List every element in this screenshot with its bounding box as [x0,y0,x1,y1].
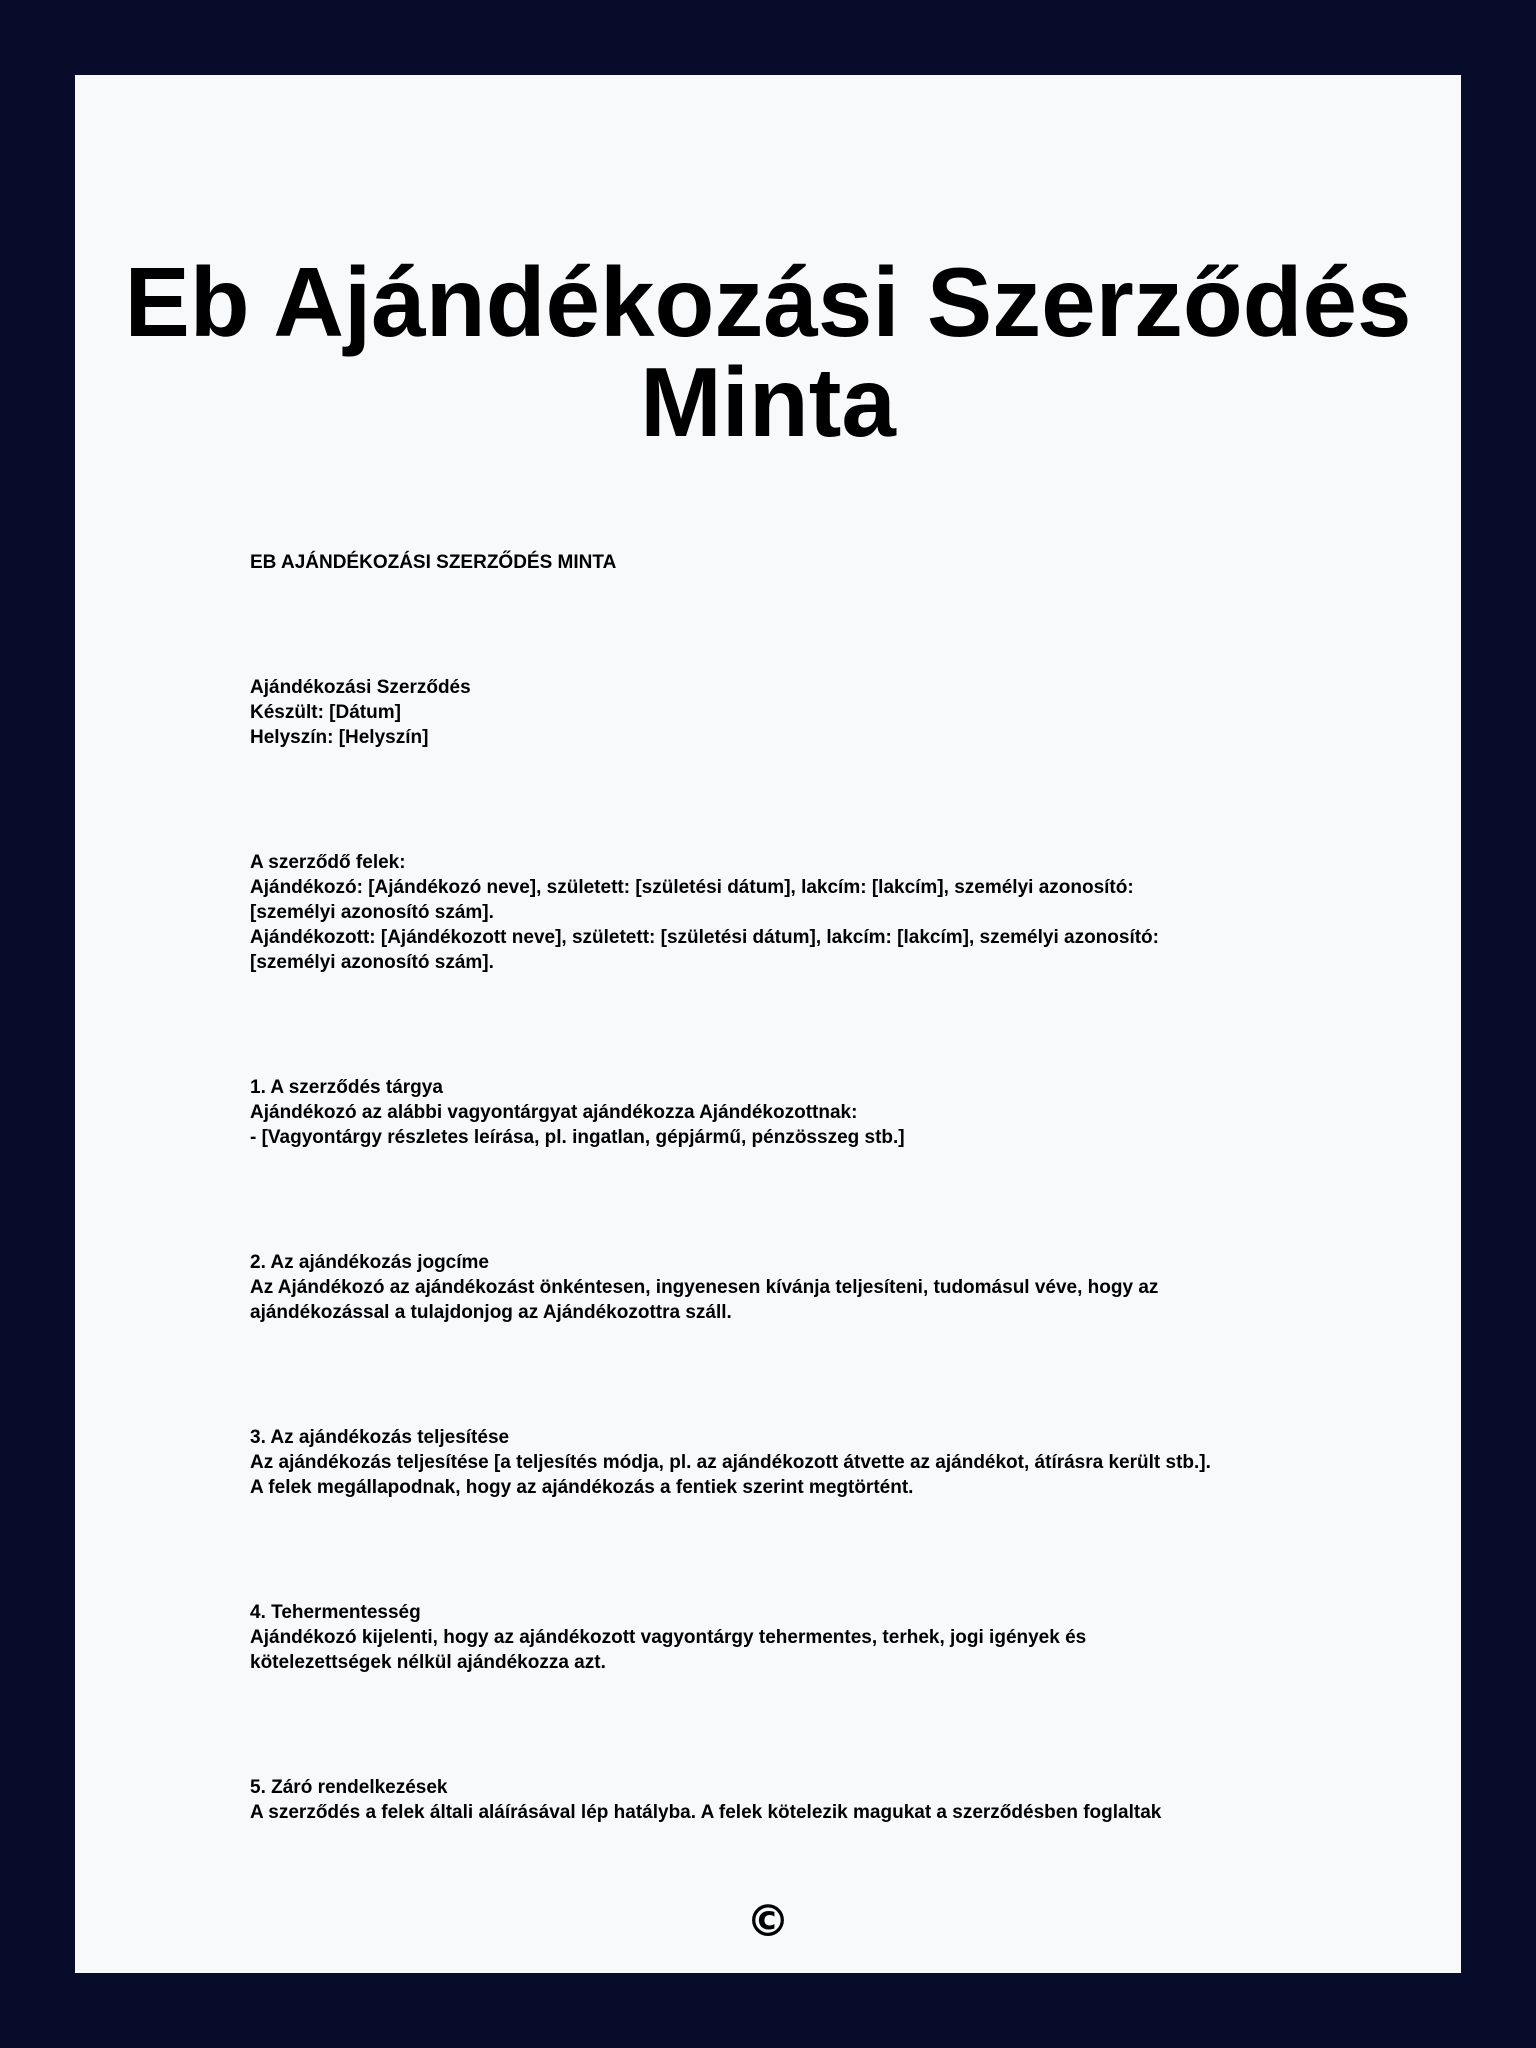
intro-line: Helyszín: [Helyszín] [250,727,429,748]
heading-text: EB AJÁNDÉKOZÁSI SZERZŐDÉS MINTA [250,552,617,573]
section-2-line: Az Ajándékozó az ajándékozást önkéntesen, ingyenesen kívánja teljesíteni, tudomásul véve, hogy az [250,1277,1159,1298]
section-5-line: A szerződés a felek általi aláírásával lép hatályba. A felek kötelezik magukat a szerződésben foglaltak [250,1802,1162,1823]
section-4 [250,1600,1300,1675]
section-3-line: Az ajándékozás teljesítése [a teljesítés módja, pl. az ajándékozott átvette az ajándékot, átírásra került stb.]. [250,1452,1211,1473]
section-1-line: - [Vagyontárgy részletes leírása, pl. ingatlan, gépjármű, pénzösszeg stb.] [250,1127,905,1148]
section-2-line: ajándékozással a tulajdonjog az Ajándékozottra száll. [250,1302,732,1323]
section-5-heading: 5. Záró rendelkezések [250,1777,448,1798]
document-heading [250,550,1300,575]
parties-line: [személyi azonosító szám]. [250,902,494,923]
parties-heading: A szerződő felek: [250,852,406,873]
document-title [75,247,1461,457]
section-4-line: Ajándékozó kijelenti, hogy az ajándékozott vagyontárgy tehermentes, terhek, jogi igények és [250,1627,1087,1648]
intro-block [250,675,1300,750]
section-2 [250,1250,1300,1325]
section-1-line: Ajándékozó az alábbi vagyontárgyat ajándékozza Ajándékozottnak: [250,1102,858,1123]
parties-line: Ajándékozott: [Ajándékozott neve], született: [születési dátum], lakcím: [lakcím], személyi azonosító: [250,927,1159,948]
parties-block [250,850,1300,975]
parties-line: [személyi azonosító szám]. [250,952,494,973]
section-3 [250,1425,1300,1500]
parties-line: Ajándékozó: [Ajándékozó neve], született: [születési dátum], lakcím: [lakcím], személyi azonosító: [250,877,1134,898]
intro-line: Készült: [Dátum] [250,702,401,723]
section-1-heading: 1. A szerződés tárgya [250,1077,443,1098]
copyright-icon: © [746,1896,790,1947]
title-line-2: Minta [640,347,896,457]
section-4-heading: 4. Tehermentesség [250,1602,421,1623]
section-3-heading: 3. Az ajándékozás teljesítése [250,1427,510,1448]
intro-line: Ajándékozási Szerződés [250,677,471,698]
section-1 [250,1075,1300,1150]
section-3-line: A felek megállapodnak, hogy az ajándékozás a fentiek szerint megtörtént. [250,1477,914,1498]
section-5 [250,1775,1300,1825]
section-4-line: kötelezettségek nélkül ajándékozza azt. [250,1652,606,1673]
section-2-heading: 2. Az ajándékozás jogcíme [250,1252,489,1273]
title-line-1: Eb Ajándékozási Szerződés [124,247,1412,357]
document-page [75,75,1461,1973]
